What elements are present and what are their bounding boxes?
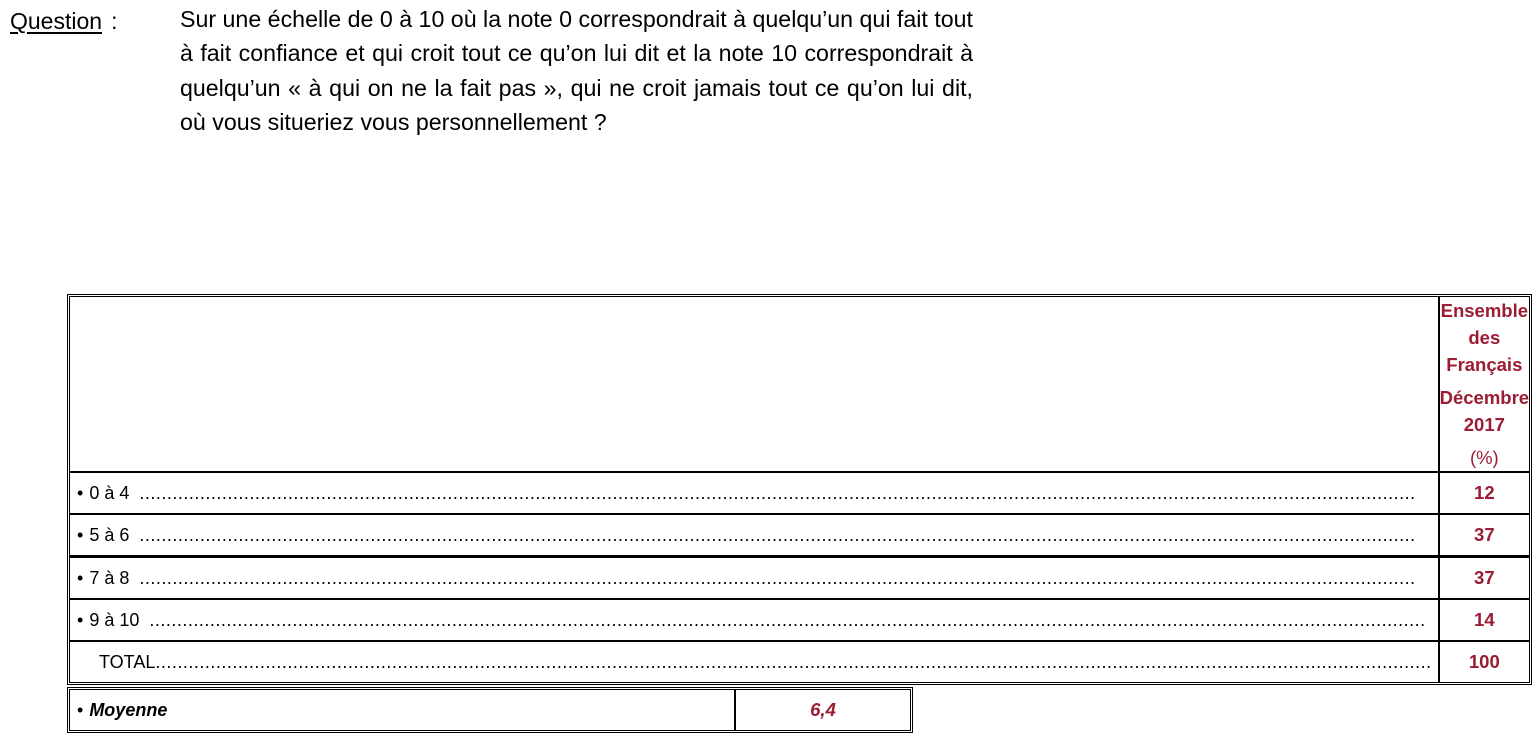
- row-label: 9 à 10: [89, 609, 140, 630]
- table-header-row: [69, 296, 1530, 472]
- row-label-cell: [69, 472, 1439, 514]
- dot-leader: [139, 525, 1431, 546]
- question-label-colon: :: [111, 8, 118, 34]
- row-label-cell: [69, 599, 1439, 641]
- column-header: [1440, 297, 1529, 471]
- question-label-word: Question: [10, 8, 103, 34]
- table-row: [69, 514, 1530, 556]
- total-value: 100: [1439, 641, 1530, 683]
- total-label-cell: [69, 641, 1439, 683]
- dot-leader: [139, 568, 1431, 589]
- column-header-date: Décembre 2017: [1439, 387, 1530, 435]
- row-label: 0 à 4: [89, 482, 130, 503]
- average-table: [67, 687, 913, 733]
- row-value: 37: [1439, 556, 1530, 599]
- row-value: 37: [1439, 514, 1530, 556]
- bullet-icon: •: [77, 524, 84, 545]
- table-row: [69, 556, 1530, 599]
- row-value: 12: [1439, 472, 1530, 514]
- bullet-icon: •: [77, 699, 84, 720]
- bullet-icon: •: [77, 567, 84, 588]
- average-label: Moyenne: [89, 699, 168, 720]
- table-row: [69, 472, 1530, 514]
- average-value: 6,4: [735, 689, 911, 731]
- column-header-population-2: Français: [1446, 354, 1523, 375]
- question-label: [10, 4, 117, 38]
- dot-leader: [155, 652, 1431, 673]
- table-row: [69, 599, 1530, 641]
- header-column-cell: [1439, 296, 1530, 472]
- results-table: [67, 294, 1532, 685]
- row-label-cell: [69, 514, 1439, 556]
- dot-leader: [149, 610, 1431, 631]
- row-value: 14: [1439, 599, 1530, 641]
- row-label: 5 à 6: [89, 524, 130, 545]
- dot-leader: [139, 483, 1431, 504]
- total-row: [69, 641, 1530, 683]
- average-row: [69, 689, 911, 731]
- bullet-icon: •: [77, 609, 84, 630]
- question-text: Sur une échelle de 0 à 10 où la note 0 correspondrait à quelqu’un qui fait tout à fait confiance et qui croit tout ce qu’on lui dit et la note 10 correspondrait à quelqu’un « à qui on ne la fait pas », qui ne croit jamais tout ce qu’on lui dit, où vous situeriez vous personnellement ?: [180, 6, 973, 136]
- row-label-cell: [69, 556, 1439, 599]
- column-header-population-1: Ensemble des: [1440, 300, 1529, 348]
- row-label: 7 à 8: [89, 567, 130, 588]
- header-empty-cell: [69, 296, 1439, 472]
- total-label: TOTAL: [99, 651, 156, 672]
- average-label-cell: [69, 689, 735, 731]
- column-header-unit: (%): [1469, 447, 1499, 468]
- bullet-icon: •: [77, 482, 84, 503]
